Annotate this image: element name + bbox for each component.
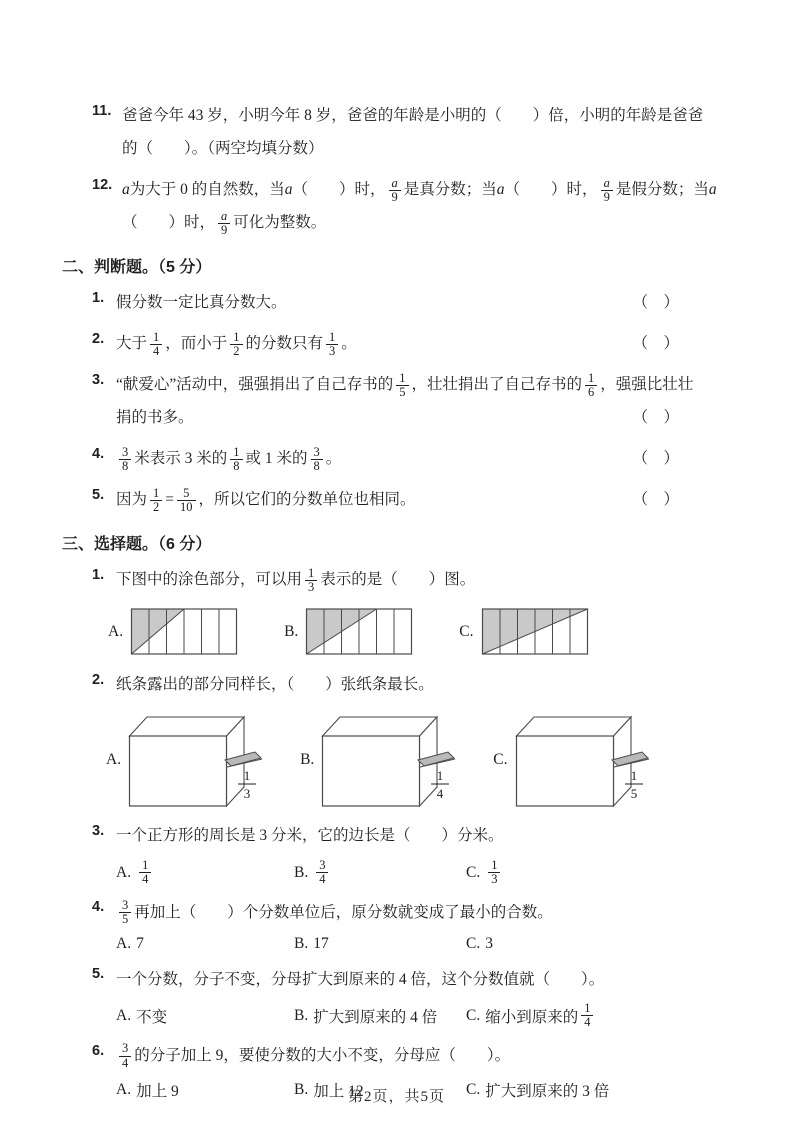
strip-fraction-numerator: 1 — [243, 768, 251, 783]
text-run: 加上 9 — [136, 1082, 179, 1100]
question-line — [116, 564, 735, 597]
question-number: 2. — [92, 331, 105, 347]
text-run: （ ）时， — [292, 181, 386, 199]
text-run: 米表示 3 米的 — [134, 450, 228, 468]
option-label: B. — [294, 935, 309, 953]
question — [92, 100, 735, 166]
text-run: 扩大到原来的 3 倍 — [485, 1082, 610, 1100]
text-run: ，壮壮捐出了自己存书的 — [411, 376, 583, 394]
fraction — [119, 1042, 131, 1069]
fraction — [218, 210, 230, 237]
question-number: 1. — [92, 567, 105, 583]
question-number: 6. — [92, 1042, 105, 1059]
fraction — [177, 487, 196, 514]
fraction-denominator: 4 — [581, 1015, 593, 1029]
box-with-paper-strip-c — [515, 712, 665, 808]
fraction-denominator: 3 — [326, 344, 338, 358]
option-label: A. — [116, 935, 132, 953]
text-run: 的分数只有 — [245, 335, 324, 353]
variable: a — [122, 181, 130, 199]
answer-bracket: （ ） — [632, 450, 679, 468]
fraction — [150, 487, 162, 514]
option-label: C. — [466, 863, 481, 881]
question-line — [116, 402, 735, 435]
question-body — [116, 287, 735, 320]
fraction — [601, 177, 613, 204]
text-run: 因为 — [116, 491, 148, 509]
fill-in-questions-section — [92, 100, 735, 240]
answer-bracket: （ ） — [632, 294, 679, 312]
question-line — [116, 328, 735, 361]
question-number: 4. — [92, 446, 105, 462]
question — [92, 369, 735, 435]
option-label: B. — [294, 1006, 309, 1024]
text-run: 缩小到原来的 — [485, 1008, 579, 1026]
question — [92, 484, 735, 517]
text-run: 。 — [341, 335, 357, 353]
section-judgment-title: 二、判断题。（5 分） — [62, 259, 212, 276]
fraction-numerator: 3 — [122, 1041, 129, 1056]
question-body — [116, 896, 735, 955]
fraction-numerator: 3 — [319, 858, 326, 872]
option-label: C. — [466, 1006, 481, 1024]
text-run: 纸条露出的部分同样长，（ ）张纸条最长。 — [116, 676, 434, 694]
fraction-numerator: 1 — [142, 858, 149, 872]
fraction — [316, 859, 328, 886]
question-line — [122, 100, 735, 133]
option-b — [294, 859, 466, 886]
text-run: 的分子加上 9，要使分数的大小不变，分母应（ ）。 — [134, 1046, 511, 1064]
fraction-numerator: 3 — [313, 444, 320, 459]
fraction-denominator: 5 — [119, 912, 131, 926]
text-run: 再加上（ ）个分数单位后，原分数就变成了最小的合数。 — [134, 903, 553, 921]
question-number: 1. — [92, 290, 105, 306]
question-number: 5. — [92, 966, 105, 983]
strips-figure-option-b — [284, 607, 417, 657]
option-label: C. — [466, 1080, 481, 1098]
fraction — [585, 372, 597, 399]
fraction-denominator: 2 — [150, 500, 162, 514]
variable: a — [708, 181, 717, 199]
fraction-denominator: 8 — [311, 459, 323, 473]
fraction-numerator: a — [221, 208, 228, 223]
question — [92, 328, 735, 361]
text-run: 是假分数；当 — [615, 181, 709, 199]
text-run: 表示的是（ ）图。 — [320, 571, 476, 589]
text-run: 爸爸今年 43 岁，小明今年 8 岁，爸爸的年龄是小明的（ ）倍，小明的年龄是爸爸 — [122, 107, 704, 125]
fraction-denominator: 6 — [585, 385, 597, 399]
option-c — [466, 859, 735, 886]
fraction-numerator: a — [603, 175, 610, 190]
shaded-strip-rectangle-b — [305, 607, 417, 657]
question-body — [116, 328, 735, 361]
text-run: 可化为整数。 — [233, 214, 327, 232]
option-c — [466, 935, 735, 953]
question-line — [116, 443, 735, 476]
question-number: 11. — [92, 103, 112, 119]
text-run: 17 — [313, 935, 329, 953]
box-figure-option-c — [493, 712, 664, 808]
question-number: 5. — [92, 487, 105, 503]
question-line — [116, 669, 735, 702]
options-row — [116, 859, 735, 886]
question-number: 3. — [92, 823, 105, 839]
text-run: “献爱心”活动中，强强捐出了自己存书的 — [116, 376, 394, 394]
text-run: （ ）时， — [122, 214, 216, 232]
text-run: 扩大到原来的 4 倍 — [313, 1008, 438, 1026]
fraction — [139, 859, 151, 886]
figure-option-label: B. — [300, 751, 315, 768]
text-run: ，所以它们的分数单位也相同。 — [198, 491, 416, 509]
question-body — [116, 963, 735, 1031]
question-body — [108, 564, 735, 661]
strips-figure-option-c — [459, 607, 592, 657]
section-choice-title: 三、选择题。（6 分） — [62, 536, 212, 553]
fraction-denominator: 2 — [230, 344, 242, 358]
question — [92, 963, 735, 1031]
fraction-numerator: 1 — [584, 1001, 591, 1016]
question-number: 2. — [92, 672, 105, 688]
fraction-denominator: 9 — [601, 190, 613, 204]
options-row — [116, 1002, 735, 1029]
fraction — [305, 567, 317, 594]
answer-bracket: （ ） — [632, 491, 679, 509]
text-run: 3 — [485, 935, 493, 953]
text-run: 不变 — [136, 1008, 168, 1026]
fraction — [119, 899, 131, 926]
shaded-strip-rectangle-c — [481, 607, 593, 657]
question-line — [116, 484, 735, 517]
text-run: ，强强比壮壮 — [600, 376, 694, 394]
box-figure-option-a — [106, 712, 278, 808]
question-line — [122, 174, 735, 207]
text-run: 或 1 米的 — [245, 450, 308, 468]
option-label: B. — [294, 1080, 309, 1098]
variable: a — [284, 181, 293, 199]
option-b — [294, 1002, 466, 1029]
text-run: 的（ ）。（两空均填分数） — [122, 140, 324, 158]
question — [92, 564, 735, 661]
question-line — [116, 1040, 735, 1073]
answer-bracket: （ ） — [632, 409, 679, 427]
question-line — [116, 963, 735, 996]
fraction-denominator: 4 — [150, 344, 162, 358]
text-run: 加上 12 — [313, 1082, 364, 1100]
options-row — [116, 935, 735, 953]
question — [92, 669, 735, 812]
question-body — [122, 174, 735, 240]
question-line — [116, 896, 735, 929]
option-label: A. — [116, 1006, 132, 1024]
fraction — [150, 331, 162, 358]
fraction — [396, 372, 408, 399]
fraction-denominator: 9 — [218, 223, 230, 237]
fraction — [230, 331, 242, 358]
text-run: 下图中的涂色部分，可以用 — [116, 571, 303, 589]
question-line — [116, 287, 735, 320]
question — [92, 896, 735, 955]
question-body — [106, 669, 735, 812]
fraction-denominator: 8 — [119, 459, 131, 473]
fraction — [326, 331, 338, 358]
text-run: 为大于 0 的自然数，当 — [129, 181, 285, 199]
text-run: 大于 — [116, 335, 148, 353]
question — [92, 820, 735, 888]
choice-section — [92, 564, 735, 1103]
option-a — [116, 859, 294, 886]
judgment-section — [92, 287, 735, 517]
fraction — [230, 446, 242, 473]
box-with-paper-strip-b — [321, 712, 471, 808]
fraction-numerator: 1 — [153, 329, 160, 344]
question-line — [116, 820, 735, 853]
box-with-paper-strip-a — [128, 712, 278, 808]
strip-fraction-numerator: 1 — [437, 768, 444, 783]
text-run: ，而小于 — [165, 335, 228, 353]
fraction-denominator: 4 — [316, 872, 328, 886]
fraction-denominator: 3 — [488, 872, 500, 886]
text-run: （ ）时， — [504, 181, 598, 199]
question — [92, 174, 735, 240]
figure-option-label: C. — [459, 623, 474, 640]
fraction-numerator: 1 — [329, 329, 336, 344]
fraction-numerator: 1 — [399, 370, 406, 385]
fraction — [389, 177, 401, 204]
question-line — [116, 369, 735, 402]
strip-fraction-denominator: 4 — [437, 786, 444, 801]
fraction-numerator: 5 — [183, 485, 190, 500]
text-run: 捐的书多。 — [116, 409, 194, 427]
figure-option-label: A. — [108, 623, 124, 640]
fraction — [119, 446, 131, 473]
strip-fraction-denominator: 3 — [243, 786, 251, 801]
strip-fraction-numerator: 1 — [630, 768, 637, 783]
question — [92, 287, 735, 320]
strip-fraction-denominator: 5 — [630, 786, 637, 801]
text-run: 7 — [136, 935, 144, 953]
figure-option-label: C. — [493, 751, 508, 768]
fraction-numerator: 3 — [122, 444, 129, 459]
question-body — [116, 484, 735, 517]
box-figure-option-b — [300, 712, 471, 808]
fraction-denominator: 5 — [396, 385, 408, 399]
option-b — [294, 935, 466, 953]
fraction — [311, 446, 323, 473]
variable: a — [496, 181, 505, 199]
fraction — [581, 1002, 593, 1029]
text-run: 一个正方形的周长是 3 分米，它的边长是（ ）分米。 — [116, 827, 504, 845]
figure-option-label: B. — [284, 623, 299, 640]
text-run: 假分数一定比真分数大。 — [116, 294, 287, 312]
fraction — [488, 859, 500, 886]
text-run: 一个分数，分子不变，分母扩大到原来的 4 倍，这个分数值就（ ）。 — [116, 970, 605, 988]
option-a — [116, 935, 294, 953]
option-label: B. — [294, 863, 309, 881]
strips-figure-option-a — [108, 607, 242, 657]
page-footer: 第2页，共5页 — [347, 1089, 445, 1105]
fraction-numerator: 1 — [153, 485, 160, 500]
text-run: 是真分数；当 — [403, 181, 497, 199]
figure-option-label: A. — [106, 751, 122, 768]
fraction-denominator: 4 — [119, 1056, 131, 1070]
question-number: 4. — [92, 899, 105, 916]
question-number: 3. — [92, 372, 105, 388]
text-run: = — [165, 491, 175, 509]
fraction-numerator: 1 — [308, 565, 315, 580]
option-c — [466, 1002, 735, 1029]
question — [92, 443, 735, 476]
question-line — [122, 207, 735, 240]
option-label: A. — [116, 1080, 132, 1098]
question-body — [116, 443, 735, 476]
fraction-denominator: 10 — [177, 500, 196, 514]
fraction-numerator: 1 — [233, 444, 240, 459]
option-label: C. — [466, 935, 481, 953]
option-label: A. — [116, 863, 132, 881]
fraction-denominator: 8 — [230, 459, 242, 473]
fraction-denominator: 9 — [389, 190, 401, 204]
question-body — [122, 100, 735, 166]
question-body — [116, 369, 735, 435]
shaded-strip-rectangle-a — [130, 607, 242, 657]
fraction-numerator: a — [391, 175, 398, 190]
question-number: 12. — [92, 177, 113, 193]
text-run: 。 — [325, 450, 342, 468]
fraction-numerator: 3 — [122, 898, 129, 913]
question-line — [122, 133, 735, 166]
option-a — [116, 1002, 294, 1029]
strips-figure-row — [108, 607, 735, 657]
boxes-figure-row — [106, 712, 735, 808]
question-body — [116, 820, 735, 888]
fraction-numerator: 1 — [588, 370, 595, 385]
answer-bracket: （ ） — [632, 335, 679, 353]
fraction-denominator: 4 — [139, 872, 151, 886]
fraction-numerator: 1 — [491, 858, 498, 872]
fraction-numerator: 1 — [233, 329, 240, 344]
fraction-denominator: 3 — [305, 580, 317, 594]
